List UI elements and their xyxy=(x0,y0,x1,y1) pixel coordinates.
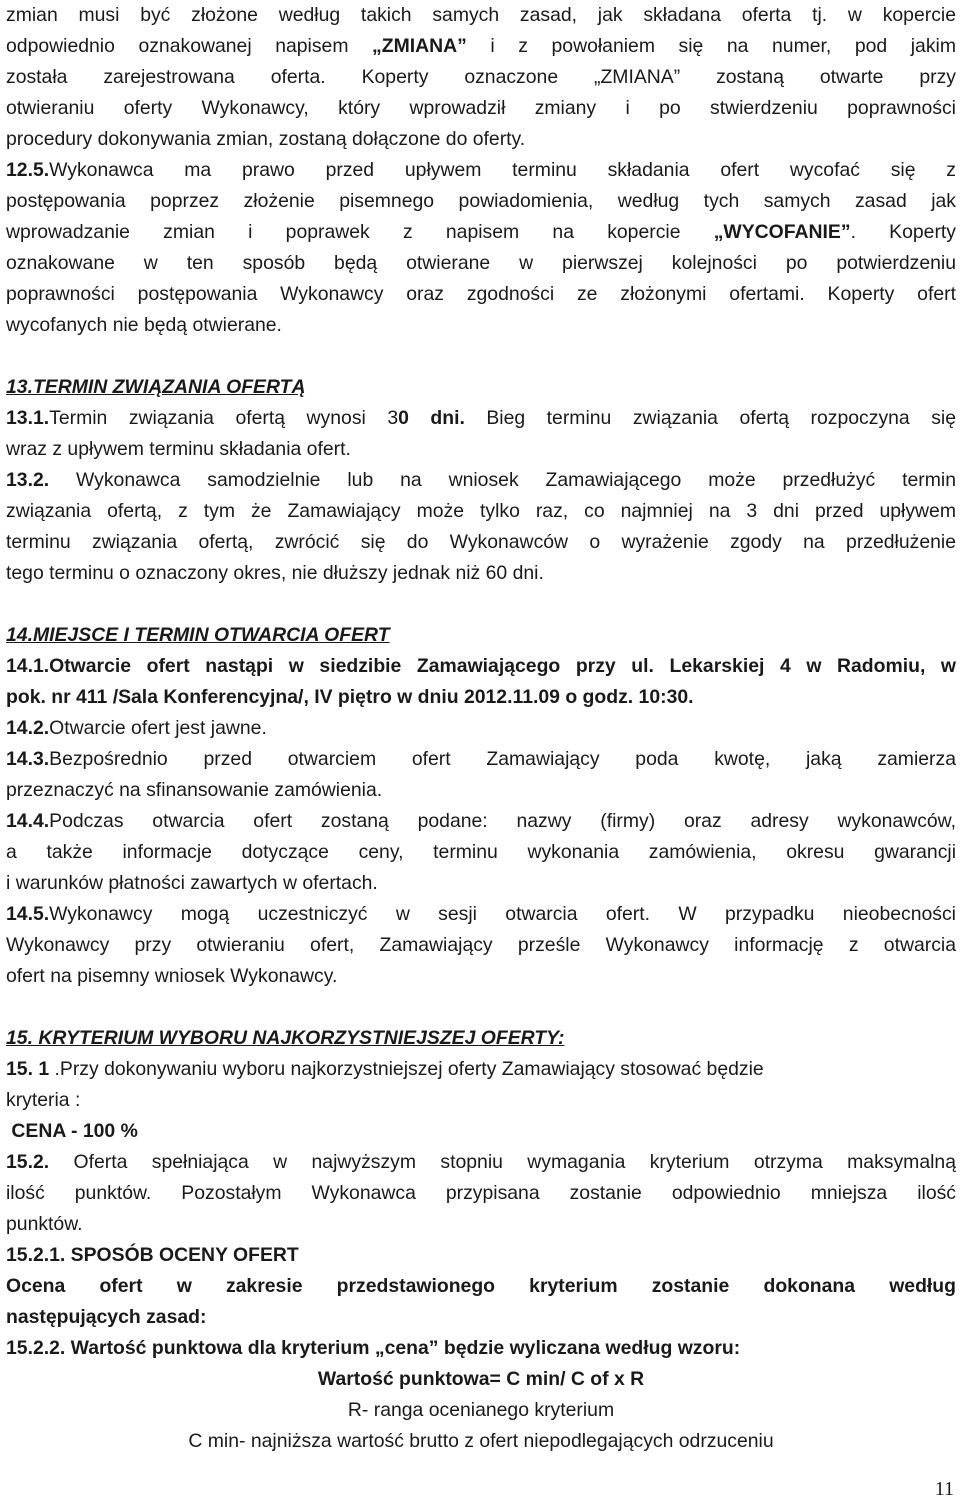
text-line: a także informacje dotyczące ceny, terminu wykonania zamówienia, okresu gwarancji xyxy=(6,841,956,863)
text-line: wprowadzanie zmian i poprawek z napisem na kopercie „WYCOFANIE”. Koperty xyxy=(6,221,956,243)
text-line: przeznaczyć na sfinansowanie zamówienia. xyxy=(6,779,383,801)
page-number: 11 xyxy=(934,1478,954,1500)
text-line: Ocena ofert w zakresie przedstawionego kryterium zostanie dokonana według xyxy=(6,1275,956,1297)
paragraph-14-4: 14.4.Podczas otwarcia ofert zostaną podane: nazwy (firmy) oraz adresy wykonawców, xyxy=(6,810,956,832)
text-line: wycofanych nie będą otwierane. xyxy=(6,314,282,336)
paragraph-13-2: 13.2. Wykonawca samodzielnie lub na wniosek Zamawiającego może przedłużyć termin xyxy=(6,469,956,491)
text-line: poprawności postępowania Wykonawcy oraz zgodności ze złożonymi ofertami. Koperty ofert xyxy=(6,283,956,305)
text-line: terminu związania ofertą, zwrócić się do Wykonawców o wyrażenie zgody na przedłużenie xyxy=(6,531,956,553)
criterion-label: CENA - 100 % xyxy=(11,1120,138,1142)
text-line: zmian musi być złożone według takich samych zasad, jak składana oferta tj. w kopercie xyxy=(6,4,956,26)
text-line: oznakowane w ten sposób będą otwierane w pierwszej kolejności po potwierdzeniu xyxy=(6,252,956,274)
text-line: otwieraniu oferty Wykonawcy, który wprowadził zmiany i po stwierdzeniu poprawności xyxy=(6,97,956,119)
definition-r: R- ranga ocenianego kryterium xyxy=(347,1399,615,1421)
paragraph-15-2-1: 15.2.1. SPOSÓB OCENY OFERT xyxy=(6,1244,299,1266)
text-line: ilość punktów. Pozostałym Wykonawca przypisana zostanie odpowiednio mniejsza ilość xyxy=(6,1182,956,1204)
paragraph-14-2: 14.2.Otwarcie ofert jest jawne. xyxy=(6,717,267,739)
paragraph-15-2-2: 15.2.2. Wartość punktowa dla kryterium „cena” będzie wyliczana według wzoru: xyxy=(6,1337,741,1359)
text-line: i warunków płatności zawartych w ofertach. xyxy=(6,872,378,894)
document-page xyxy=(6,0,956,1457)
text-line: procedury dokonywania zmian, zostaną dołączone do oferty. xyxy=(6,128,526,150)
paragraph-14-3: 14.3.Bezpośrednio przed otwarciem ofert Zamawiający poda kwotę, jaką zamierza xyxy=(6,748,956,770)
paragraph-14-5: 14.5.Wykonawcy mogą uczestniczyć w sesji otwarcia ofert. W przypadku nieobecności xyxy=(6,903,956,925)
text-line: postępowania poprzez złożenie pisemnego powiadomienia, według tych samych zasad jak xyxy=(6,190,956,212)
paragraph-15-2: 15.2. Oferta spełniająca w najwyższym stopniu wymagania kryterium otrzyma maksymalną xyxy=(6,1151,956,1173)
text-line: Wykonawcy przy otwieraniu ofert, Zamawiający prześle Wykonawcy informację z otwarcia xyxy=(6,934,956,956)
text-line: wraz z upływem terminu składania ofert. xyxy=(6,438,351,460)
text-line: następujących zasad: xyxy=(6,1306,207,1328)
section-14-heading: 14.MIEJSCE I TERMIN OTWARCIA OFERT xyxy=(6,624,390,646)
paragraph-12-5: 12.5.Wykonawca ma prawo przed upływem terminu składania ofert wycofać się z xyxy=(6,159,956,181)
text-line: odpowiednio oznakowanej napisem „ZMIANA” i z powołaniem się na numer, pod jakim xyxy=(6,35,956,57)
paragraph-14-1: 14.1.Otwarcie ofert nastąpi w siedzibie Zamawiającego przy ul. Lekarskiej 4 w Radomiu, w xyxy=(6,655,956,677)
paragraph-13-1: 13.1.Termin związania ofertą wynosi 30 dni. Bieg terminu związania ofertą rozpoczyna się xyxy=(6,407,956,429)
paragraph-15-1: 15. 1 .Przy dokonywaniu wyboru najkorzystniejszej oferty Zamawiający stosować będzie xyxy=(6,1058,764,1080)
definition-cmin: C min- najniższa wartość brutto z ofert niepodlegających odrzuceniu xyxy=(188,1430,774,1452)
text-line: pok. nr 411 /Sala Konferencyjna/, IV piętro w dniu 2012.11.09 o godz. 10:30. xyxy=(6,686,694,708)
section-15-heading: 15. KRYTERIUM WYBORU NAJKORZYSTNIEJSZEJ OFERTY: xyxy=(6,1027,565,1049)
text-line: ofert na pisemny wniosek Wykonawcy. xyxy=(6,965,338,987)
text-line: punktów. xyxy=(6,1213,83,1235)
formula: Wartość punktowa= C min/ C of x R xyxy=(317,1368,645,1390)
text-line: została zarejestrowana oferta. Koperty oznaczone „ZMIANA” zostaną otwarte przy xyxy=(6,66,956,88)
text-line: tego terminu o oznaczony okres, nie dłuższy jednak niż 60 dni. xyxy=(6,562,544,584)
section-13-heading: 13.TERMIN ZWIĄZANIA OFERTĄ xyxy=(6,376,306,398)
text-line: kryteria : xyxy=(6,1089,81,1111)
text-line: związania ofertą, z tym że Zamawiający może tylko raz, co najmniej na 3 dni przed upływem xyxy=(6,500,956,522)
